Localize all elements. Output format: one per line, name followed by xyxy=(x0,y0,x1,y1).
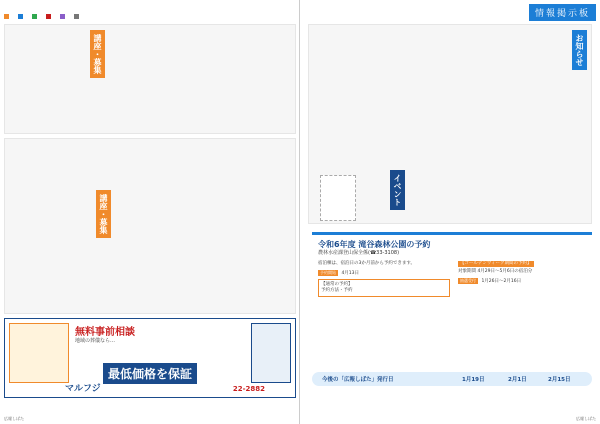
notice-title: 令和6年度 滝谷森林公園の予約 xyxy=(318,240,431,249)
issue-schedule-strip xyxy=(312,372,592,386)
footer-right: 広報しばた xyxy=(576,416,596,421)
schedule-date: 2月15日 xyxy=(548,377,571,383)
section-heading-notices: お知らせ xyxy=(572,30,587,70)
ad-price-guarantee: 最低価格を保証 xyxy=(103,363,197,384)
ad-headline: 無料事前相談 xyxy=(75,327,135,338)
section-heading-events: イベント xyxy=(390,170,405,210)
ad-brand: マルフジ xyxy=(65,384,101,394)
articles-top-row xyxy=(4,24,296,134)
reserve-start-row xyxy=(318,270,450,277)
notice-right-column xyxy=(458,261,584,285)
section-heading-lectures: 講座・募集 xyxy=(90,30,105,78)
ad-left-panel xyxy=(9,323,69,383)
gw-period-row xyxy=(458,269,584,275)
legend-chip xyxy=(74,13,80,19)
notice-left-column xyxy=(318,261,450,297)
ad-right-panel xyxy=(251,323,291,383)
legend-chip xyxy=(18,13,24,19)
lottery-row xyxy=(458,278,584,285)
legend-chip xyxy=(46,13,52,19)
schedule-date: 2月1日 xyxy=(508,377,527,383)
notice-body: 宿泊棟は、宿泊日の3か月前から予約できます。 xyxy=(318,261,416,266)
articles-middle-row xyxy=(4,138,296,314)
gw-period-label: 対象期間 xyxy=(458,269,476,274)
gw-period: 4月29日～5月6日の宿泊分 xyxy=(477,269,533,274)
general-reservation-box xyxy=(318,279,450,297)
general-head: 【通常の予約】 xyxy=(321,282,353,287)
category-legend xyxy=(4,2,296,22)
reserve-label: 予約開始 xyxy=(320,270,336,275)
section-heading-lectures: 講座・募集 xyxy=(96,190,111,238)
legend-chip xyxy=(60,13,66,19)
legend-chip xyxy=(4,13,10,19)
notice-contact: 農林水産課登山保全係(☎33-3108) xyxy=(318,250,400,256)
lottery-period: 1月26日～2月16日 xyxy=(481,279,522,284)
legend-chip xyxy=(32,13,38,19)
advertisement[interactable] xyxy=(4,318,296,398)
right-header xyxy=(456,4,596,22)
reserve-start: 4月13日 xyxy=(341,271,360,276)
footer-left: 広報しばた xyxy=(4,416,24,421)
ad-tagline: 地域の葬儀なら… xyxy=(75,338,116,344)
rabbit-mascot xyxy=(320,175,356,221)
general-period: 予約方法・予約 xyxy=(321,288,353,293)
gw-heading: 【ゴールデンウィーク期間の予約】 xyxy=(460,261,532,266)
board-title: 情報掲示板 xyxy=(529,4,596,21)
ad-phone: 22-2882 xyxy=(232,385,265,393)
campground-notice xyxy=(312,232,592,362)
lottery-label: 抽選受付 xyxy=(460,278,476,283)
schedule-date: 1月19日 xyxy=(462,377,485,383)
schedule-label: 今後の「広報しばた」発行日 xyxy=(322,377,394,383)
